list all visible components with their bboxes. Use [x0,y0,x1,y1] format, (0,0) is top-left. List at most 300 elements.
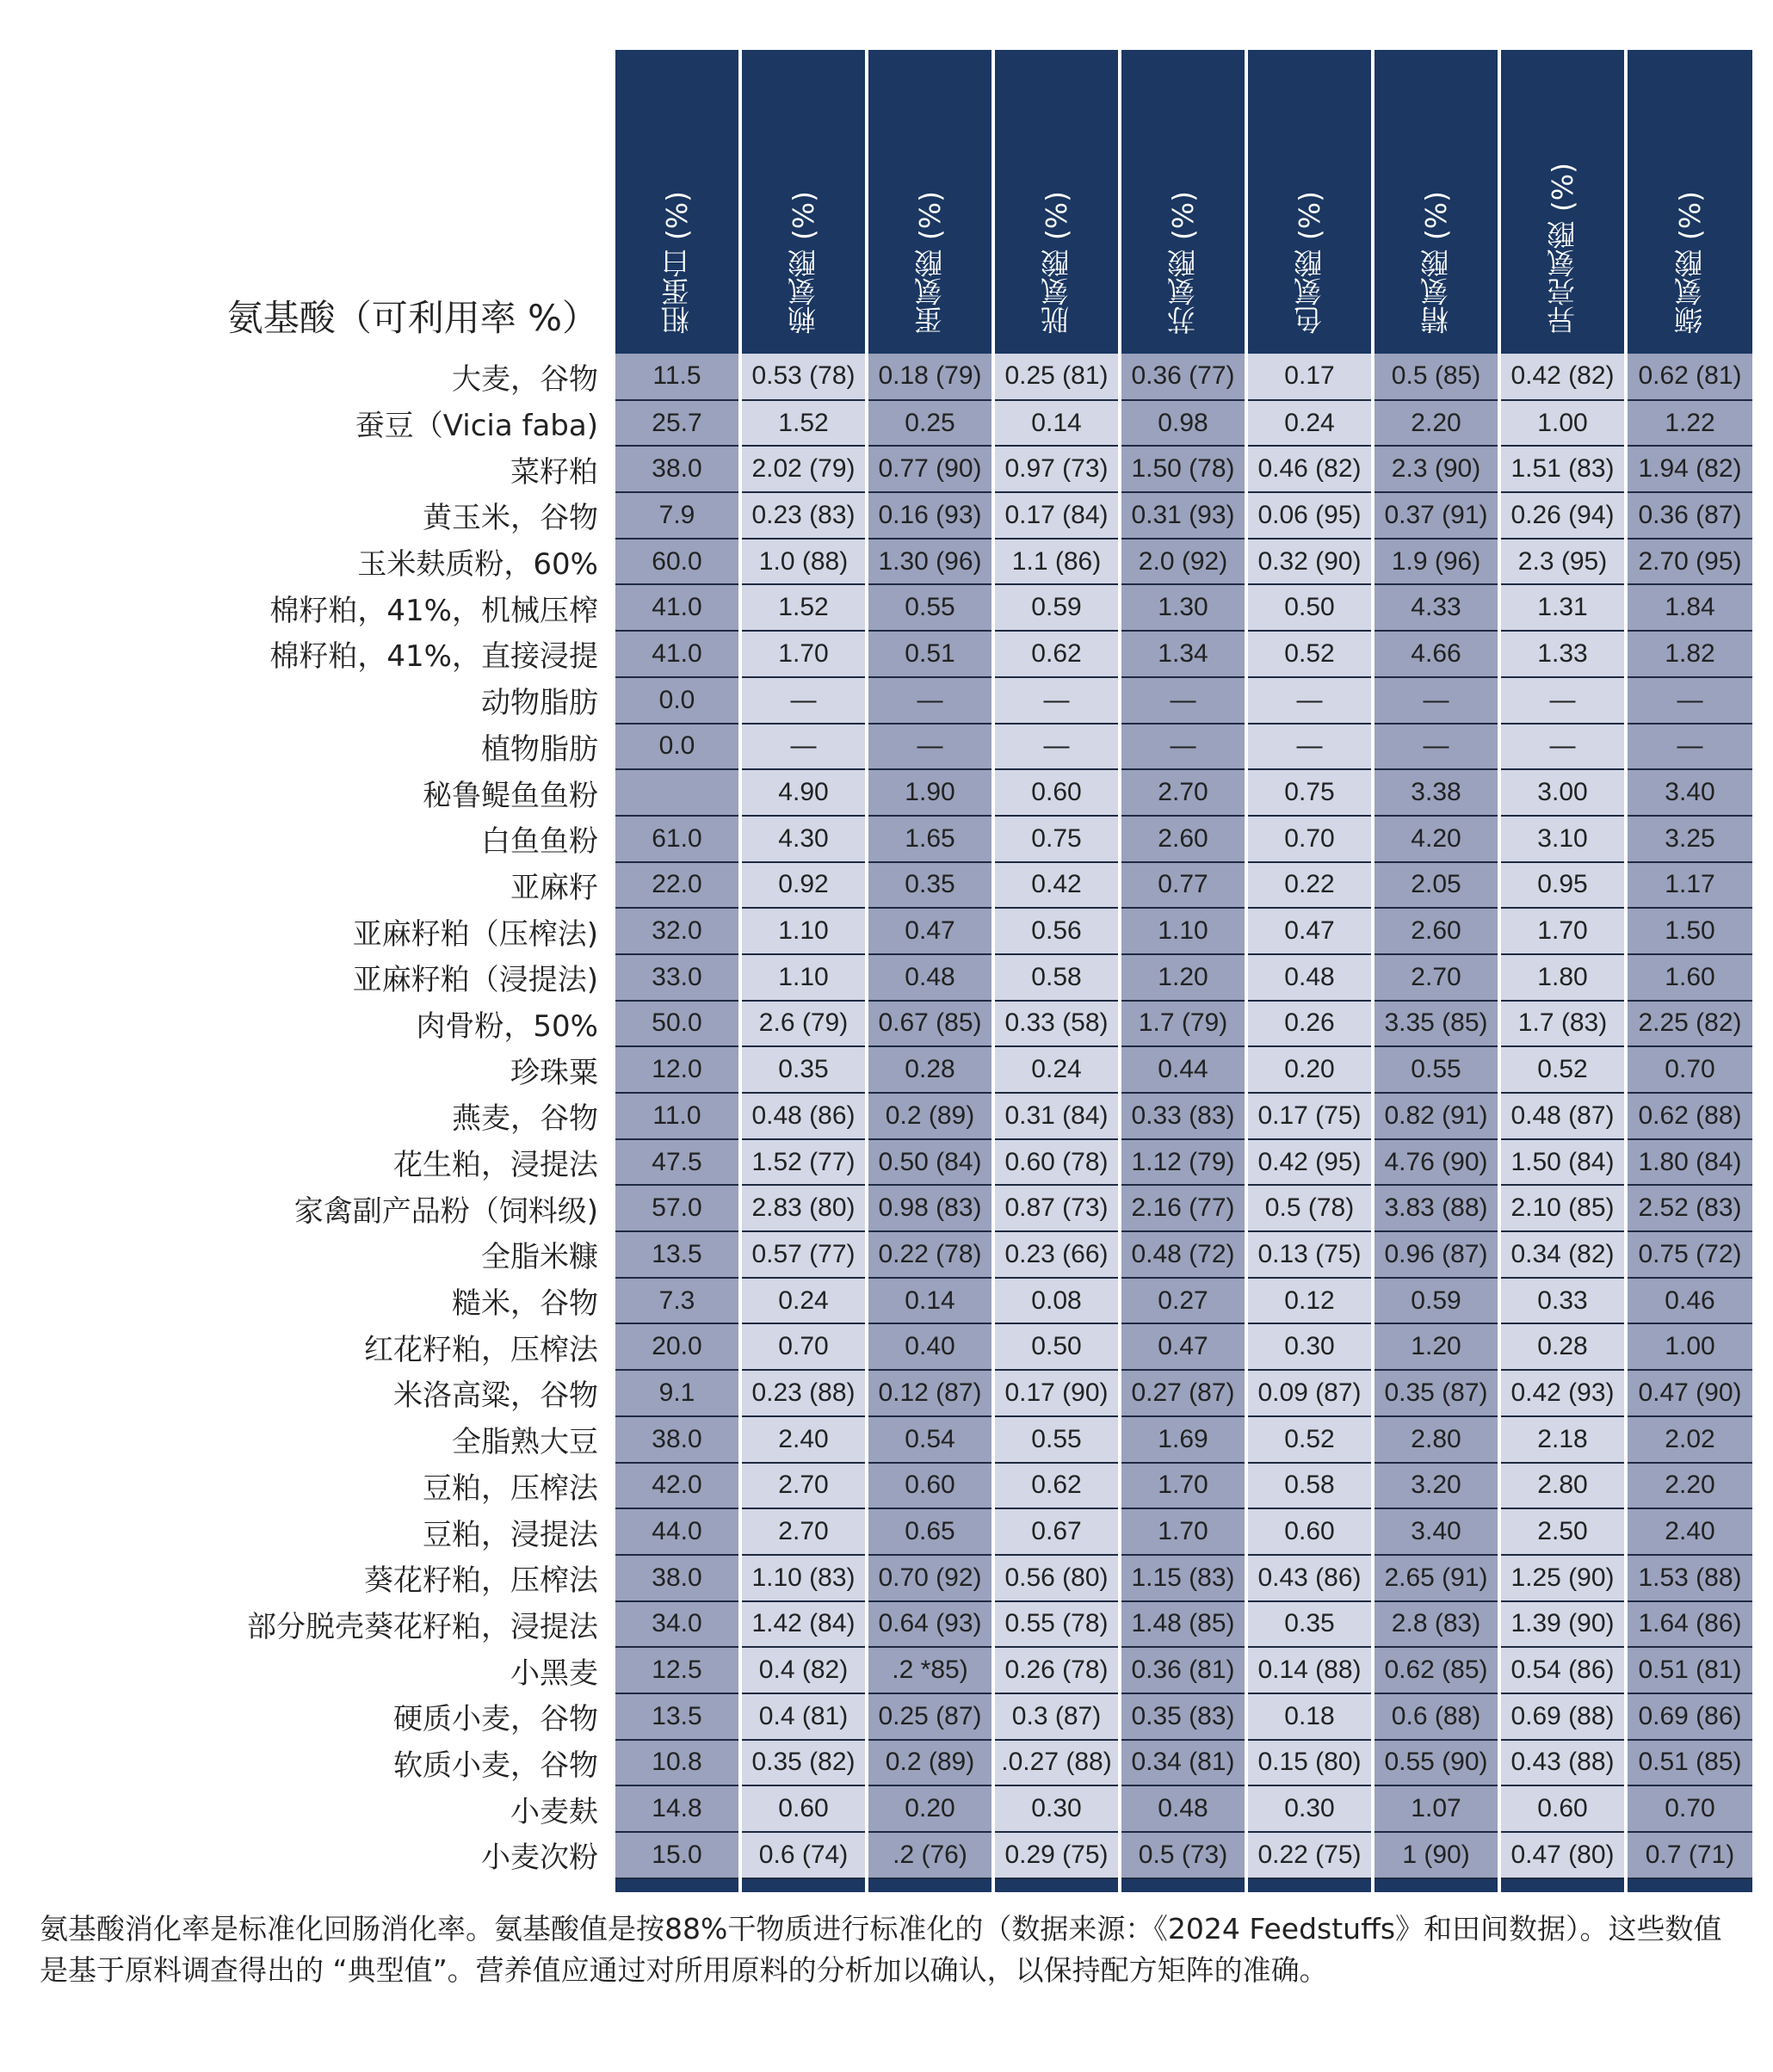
table-cell: 1.70 [740,631,867,677]
table-cell: — [993,724,1120,770]
table-row [0,1785,1752,1832]
table-cell: 2.16 (77) [1120,1185,1246,1231]
table-cell: — [1626,677,1752,724]
table-cell: 0.60 [1246,1508,1373,1555]
table-cell: .0.27 (88) [993,1740,1120,1786]
table-cell: 1.50 (78) [1120,446,1246,492]
row-label: 棉籽粕，41%，机械压榨 [0,584,614,631]
table-row [0,862,1752,909]
table-cell: 2.60 [1120,816,1246,862]
table-cell: 1.48 (85) [1120,1601,1246,1648]
table-cell: 1.20 [1373,1323,1499,1370]
table-cell: 1.30 (96) [867,539,993,585]
table-body [0,354,1752,1892]
bar-segment [614,1878,740,1892]
table-cell: 0.34 (82) [1499,1231,1626,1278]
table-cell: 0.70 [1246,816,1373,862]
table-cell: — [740,677,867,724]
table-cell: 0.2 (89) [867,1093,993,1139]
bar-segment [1246,1878,1373,1892]
table-cell: 0.33 (83) [1120,1093,1246,1139]
column-header-arginine: 精氨酸 (%) [1373,50,1499,354]
table-cell: 1.42 (84) [740,1601,867,1648]
table-cell: — [1120,677,1246,724]
table-cell: 0.55 (78) [993,1601,1120,1648]
table-cell: 0.2 (89) [867,1740,993,1786]
table-cell: 10.8 [614,1740,740,1786]
table-cell: 1.52 (77) [740,1139,867,1186]
table-cell: 0.18 [1246,1693,1373,1740]
row-label: 小麦次粉 [0,1832,614,1878]
table-row [0,1370,1752,1416]
table-cell: 1.12 (79) [1120,1139,1246,1186]
table-cell: 0.70 (92) [867,1555,993,1601]
table-cell: 1 (90) [1373,1832,1499,1878]
table-cell: 2.6 (79) [740,1001,867,1047]
table-cell: 1.10 [740,954,867,1001]
table-cell: 25.7 [614,400,740,447]
table-cell: 0.69 (88) [1499,1693,1626,1740]
table-cell: 0.22 (75) [1246,1832,1373,1878]
table-cell: 1.9 (96) [1373,539,1499,585]
table-cell: 0.36 (77) [1120,354,1246,400]
table-cell: 0.57 (77) [740,1231,867,1278]
table-cell: 0.40 [867,1323,993,1370]
row-label: 菜籽粕 [0,446,614,492]
table-cell: 2.40 [740,1416,867,1463]
table-cell: 0.48 (72) [1120,1231,1246,1278]
table-cell: 0.60 [740,1785,867,1832]
table-cell: 0.14 [993,400,1120,447]
table-row [0,954,1752,1001]
amino-acid-table [0,50,1752,1892]
table-cell: 4.76 (90) [1373,1139,1499,1186]
table-cell: — [1120,724,1246,770]
row-label: 小黑麦 [0,1647,614,1693]
row-label: 肉骨粉，50% [0,1001,614,1047]
table-cell: 0.62 (81) [1626,354,1752,400]
row-label: 动物脂肪 [0,677,614,724]
table-row [0,677,1752,724]
row-label: 亚麻籽粕（浸提法) [0,954,614,1001]
table-cell: 1.65 [867,816,993,862]
table-cell: 41.0 [614,631,740,677]
row-label: 全脂熟大豆 [0,1416,614,1463]
table-cell [614,769,740,816]
table-cell: 1.70 [1499,908,1626,954]
table-cell: 57.0 [614,1185,740,1231]
table-row [0,1508,1752,1555]
table-row [0,724,1752,770]
table-cell: 1.70 [1120,1508,1246,1555]
table-cell: 0.42 (93) [1499,1370,1626,1416]
row-label: 豆粕，浸提法 [0,1508,614,1555]
table-cell: 12.5 [614,1647,740,1693]
table-cell: 0.12 (87) [867,1370,993,1416]
table-cell: — [1246,677,1373,724]
column-header-lysine: 赖氨酸 (%) [740,50,867,354]
table-cell: — [740,724,867,770]
table-cell: 0.77 [1120,862,1246,909]
table-cell: 0.50 (84) [867,1139,993,1186]
table-row [0,1832,1752,1878]
table-cell: 1.80 (84) [1626,1139,1752,1186]
table-cell: 0.64 (93) [867,1601,993,1648]
table-cell: 0.48 [867,954,993,1001]
table-cell: 44.0 [614,1508,740,1555]
table-cell: 1.60 [1626,954,1752,1001]
table-cell: 0.5 (73) [1120,1832,1246,1878]
table-cell: 0.44 [1120,1046,1246,1093]
table-cell: 22.0 [614,862,740,909]
row-label: 亚麻籽粕（压榨法) [0,908,614,954]
table-cell: 0.35 [740,1046,867,1093]
bar-segment [1626,1878,1752,1892]
table-cell: 1.25 (90) [1499,1555,1626,1601]
table-cell: 13.5 [614,1231,740,1278]
table-cell: 0.35 (87) [1373,1370,1499,1416]
table-row [0,1278,1752,1324]
table-cell: 0.55 [867,584,993,631]
table-cell: 41.0 [614,584,740,631]
table-row [0,1647,1752,1693]
table-cell: 0.48 [1120,1785,1246,1832]
table-cell: 0.43 (86) [1246,1555,1373,1601]
table-cell: 0.30 [1246,1323,1373,1370]
table-cell: 1.90 [867,769,993,816]
table-cell: 4.30 [740,816,867,862]
table-cell: 11.5 [614,354,740,400]
table-cell: — [1499,724,1626,770]
table-cell: 38.0 [614,1416,740,1463]
table-cell: 0.0 [614,677,740,724]
table-cell: 0.53 (78) [740,354,867,400]
table-cell: 47.5 [614,1139,740,1186]
table-row [0,446,1752,492]
table-cell: 1.0 (88) [740,539,867,585]
table-cell: 15.0 [614,1832,740,1878]
table-cell: 0.5 (85) [1373,354,1499,400]
table-cell: 1.82 [1626,631,1752,677]
table-row [0,1046,1752,1093]
table-cell: 2.20 [1626,1463,1752,1509]
table-cell: 0.65 [867,1508,993,1555]
table-cell: 3.25 [1626,816,1752,862]
table-cell: 0.31 (84) [993,1093,1120,1139]
table-cell: 3.40 [1626,769,1752,816]
table-cell: 0.20 [867,1785,993,1832]
table-bottom-bar [0,1878,1752,1892]
table-cell: 2.70 [740,1463,867,1509]
table-cell: 0.70 [1626,1046,1752,1093]
table-cell: 1.39 (90) [1499,1601,1626,1648]
table-cell: 1.20 [1120,954,1246,1001]
table-cell: 0.97 (73) [993,446,1120,492]
table-cell: 0.47 (90) [1626,1370,1752,1416]
table-cell: 0.35 (83) [1120,1693,1246,1740]
table-cell: 0.17 (84) [993,492,1120,539]
column-header-valine: 缬氨酸 (%) [1626,50,1752,354]
table-cell: 1.31 [1499,584,1626,631]
table-cell: 0.98 (83) [867,1185,993,1231]
table-cell: 0.33 (58) [993,1001,1120,1047]
table-cell: 0.59 [993,584,1120,631]
table-cell: 0.47 [1120,1323,1246,1370]
row-label: 植物脂肪 [0,724,614,770]
table-cell: 7.3 [614,1278,740,1324]
table-cell: 1.7 (79) [1120,1001,1246,1047]
table-cell: 1.53 (88) [1626,1555,1752,1601]
table-cell: 1.94 (82) [1626,446,1752,492]
table-cell: 0.14 [867,1278,993,1324]
table-cell: 1.10 [1120,908,1246,954]
row-label: 部分脱壳葵花籽粕，浸提法 [0,1601,614,1648]
table-cell: — [1373,724,1499,770]
table-cell: 0.22 [1246,862,1373,909]
table-cell: 42.0 [614,1463,740,1509]
bar-segment [1120,1878,1246,1892]
table-cell: 11.0 [614,1093,740,1139]
table-row [0,1139,1752,1186]
bar-segment [867,1878,993,1892]
table-cell: 1.64 (86) [1626,1601,1752,1648]
table-cell: 2.70 [1373,954,1499,1001]
table-cell: 1.17 [1626,862,1752,909]
table-cell: 0.4 (81) [740,1693,867,1740]
table-cell: 0.75 (72) [1626,1231,1752,1278]
table-row [0,400,1752,447]
table-cell: 0.24 [993,1046,1120,1093]
table-cell: 0.36 (81) [1120,1647,1246,1693]
table-cell: 0.75 [993,816,1120,862]
table-cell: 0.25 (87) [867,1693,993,1740]
table-cell: 0.28 [1499,1323,1626,1370]
column-header-isoleucine: 异亮氨酸 (%) [1499,50,1626,354]
table-cell: 0.54 (86) [1499,1647,1626,1693]
table-cell: 0.67 (85) [867,1001,993,1047]
table-row [0,1231,1752,1278]
table-cell: 0.52 [1499,1046,1626,1093]
table-cell: 0.08 [993,1278,1120,1324]
table-cell: 0.3 (87) [993,1693,1120,1740]
table-cell: 0.77 (90) [867,446,993,492]
table-cell: 0.5 (78) [1246,1185,1373,1231]
table-cell: 0.98 [1120,400,1246,447]
table-cell: 0.55 [1373,1046,1499,1093]
table-cell: 0.32 (90) [1246,539,1373,585]
table-cell: 0.52 [1246,631,1373,677]
table-cell: 2.60 [1373,908,1499,954]
table-cell: 9.1 [614,1370,740,1416]
table-cell: 1.52 [740,400,867,447]
table-cell: 0.20 [1246,1046,1373,1093]
table-cell: 0.37 (91) [1373,492,1499,539]
table-cell: 0.35 (82) [740,1740,867,1786]
table-cell: 3.38 [1373,769,1499,816]
column-header-cystine: 胱氨酸 (%) [993,50,1120,354]
table-cell: 0.50 [1246,584,1373,631]
table-cell: 0.60 [867,1463,993,1509]
table-cell: 0.47 [1246,908,1373,954]
table-cell: 0.70 [740,1323,867,1370]
table-cell: 1.34 [1120,631,1246,677]
table-cell: 32.0 [614,908,740,954]
table-cell: 3.35 (85) [1373,1001,1499,1047]
table-row [0,769,1752,816]
table-row [0,354,1752,400]
table-cell: 0.09 (87) [1246,1370,1373,1416]
row-label: 糙米，谷物 [0,1278,614,1324]
table-cell: 0.30 [993,1785,1120,1832]
table-cell: 0.23 (83) [740,492,867,539]
table-cell: 33.0 [614,954,740,1001]
table-cell: 2.20 [1373,400,1499,447]
table-cell: 0.14 (88) [1246,1647,1373,1693]
row-label: 秘鲁鳀鱼鱼粉 [0,769,614,816]
table-cell: 0.70 [1626,1785,1752,1832]
bar-segment [740,1878,867,1892]
table-cell: 0.6 (74) [740,1832,867,1878]
table-cell: 0.62 [993,1463,1120,1509]
table-cell: 0.46 (82) [1246,446,1373,492]
table-cell: 0.22 (78) [867,1231,993,1278]
table-cell: 1.30 [1120,584,1246,631]
column-header-crude-protein: 粗蛋白 (%) [614,50,740,354]
table-row [0,1601,1752,1648]
table-cell: — [1373,677,1499,724]
table-cell: — [993,677,1120,724]
table-cell: 0.42 (95) [1246,1139,1373,1186]
row-label: 燕麦，谷物 [0,1093,614,1139]
table-row [0,1740,1752,1786]
table-cell: 1.33 [1499,631,1626,677]
table-cell: 2.0 (92) [1120,539,1246,585]
row-label: 硬质小麦，谷物 [0,1693,614,1740]
table-row [0,1693,1752,1740]
table-cell: 0.26 [1246,1001,1373,1047]
table-cell: .2 *85) [867,1647,993,1693]
table-cell: 2.80 [1499,1463,1626,1509]
row-label: 红花籽粕，压榨法 [0,1323,614,1370]
table-row [0,492,1752,539]
table-cell: 0.56 [993,908,1120,954]
table-cell: 0.06 (95) [1246,492,1373,539]
table-row [0,1093,1752,1139]
table-cell: 0.27 [1120,1278,1246,1324]
row-label: 豆粕，压榨法 [0,1463,614,1509]
column-header-threonine: 苏氨酸 (%) [1120,50,1246,354]
table-cell: 0.96 (87) [1373,1231,1499,1278]
table-cell: — [1626,724,1752,770]
table-cell: 38.0 [614,1555,740,1601]
table-row [0,1416,1752,1463]
table-cell: 0.31 (93) [1120,492,1246,539]
row-label: 蚕豆（Vicia faba) [0,400,614,447]
table-cell: 0.17 (90) [993,1370,1120,1416]
table-cell: 0.6 (88) [1373,1693,1499,1740]
table-cell: 0.7 (71) [1626,1832,1752,1878]
table-cell: 0.42 (82) [1499,354,1626,400]
table-cell: 0.47 [867,908,993,954]
table-cell: 0.23 (88) [740,1370,867,1416]
row-label: 花生粕，浸提法 [0,1139,614,1186]
table-cell: 0.24 [740,1278,867,1324]
table-cell: 0.0 [614,724,740,770]
row-label: 小麦麸 [0,1785,614,1832]
row-label: 玉米麸质粉，60% [0,539,614,585]
table-cell: 0.62 (88) [1626,1093,1752,1139]
table-cell: 1.69 [1120,1416,1246,1463]
row-label: 软质小麦，谷物 [0,1740,614,1786]
table-cell: 1.50 (84) [1499,1139,1626,1186]
column-header-methionine: 蛋氨酸 (%) [867,50,993,354]
row-label: 白鱼鱼粉 [0,816,614,862]
table-row [0,584,1752,631]
table-cell: 4.20 [1373,816,1499,862]
table-cell: 0.58 [1246,1463,1373,1509]
table-cell: 0.26 (94) [1499,492,1626,539]
row-label: 家禽副产品粉（饲料级) [0,1185,614,1231]
table-cell: 0.52 [1246,1416,1373,1463]
table-cell: 4.66 [1373,631,1499,677]
table-cell: 0.48 (86) [740,1093,867,1139]
bar-spacer [0,1878,614,1892]
row-label: 棉籽粕，41%，直接浸提 [0,631,614,677]
corner-label: 氨基酸（可利用率 %） [0,50,614,354]
table-cell: 0.15 (80) [1246,1740,1373,1786]
row-label: 亚麻籽 [0,862,614,909]
table-row [0,1001,1752,1047]
table-row [0,1185,1752,1231]
table-cell: 4.90 [740,769,867,816]
table-cell: 1.00 [1499,400,1626,447]
table-cell: 2.80 [1373,1416,1499,1463]
row-label: 黄玉米，谷物 [0,492,614,539]
table-cell: 1.15 (83) [1120,1555,1246,1601]
table-cell: 1.10 [740,908,867,954]
table-cell: 2.40 [1626,1508,1752,1555]
table-cell: 1.84 [1626,584,1752,631]
table-cell: 0.33 [1499,1278,1626,1324]
table-cell: 0.28 [867,1046,993,1093]
table-cell: 0.27 (87) [1120,1370,1246,1416]
table-cell: 0.95 [1499,862,1626,909]
table-cell: 0.43 (88) [1499,1740,1626,1786]
table-cell: 0.50 [993,1323,1120,1370]
bar-segment [993,1878,1120,1892]
table-cell: 0.26 (78) [993,1647,1120,1693]
table-cell: 2.10 (85) [1499,1185,1626,1231]
table-cell: 3.83 (88) [1373,1185,1499,1231]
table-cell: 1.07 [1373,1785,1499,1832]
table-cell: 0.34 (81) [1120,1740,1246,1786]
table-row [0,1323,1752,1370]
table-cell: 0.16 (93) [867,492,993,539]
table-cell: 0.54 [867,1416,993,1463]
table-cell: — [867,677,993,724]
table-row [0,539,1752,585]
table-cell: 0.51 (85) [1626,1740,1752,1786]
table-cell: 0.35 [1246,1601,1373,1648]
table-cell: 20.0 [614,1323,740,1370]
table-cell: 0.56 (80) [993,1555,1120,1601]
table-cell: 0.58 [993,954,1120,1001]
table-cell: 0.60 (78) [993,1139,1120,1186]
table-cell: 1.7 (83) [1499,1001,1626,1047]
table-cell: 0.35 [867,862,993,909]
table-cell: 1.51 (83) [1499,446,1626,492]
table-cell: 0.42 [993,862,1120,909]
